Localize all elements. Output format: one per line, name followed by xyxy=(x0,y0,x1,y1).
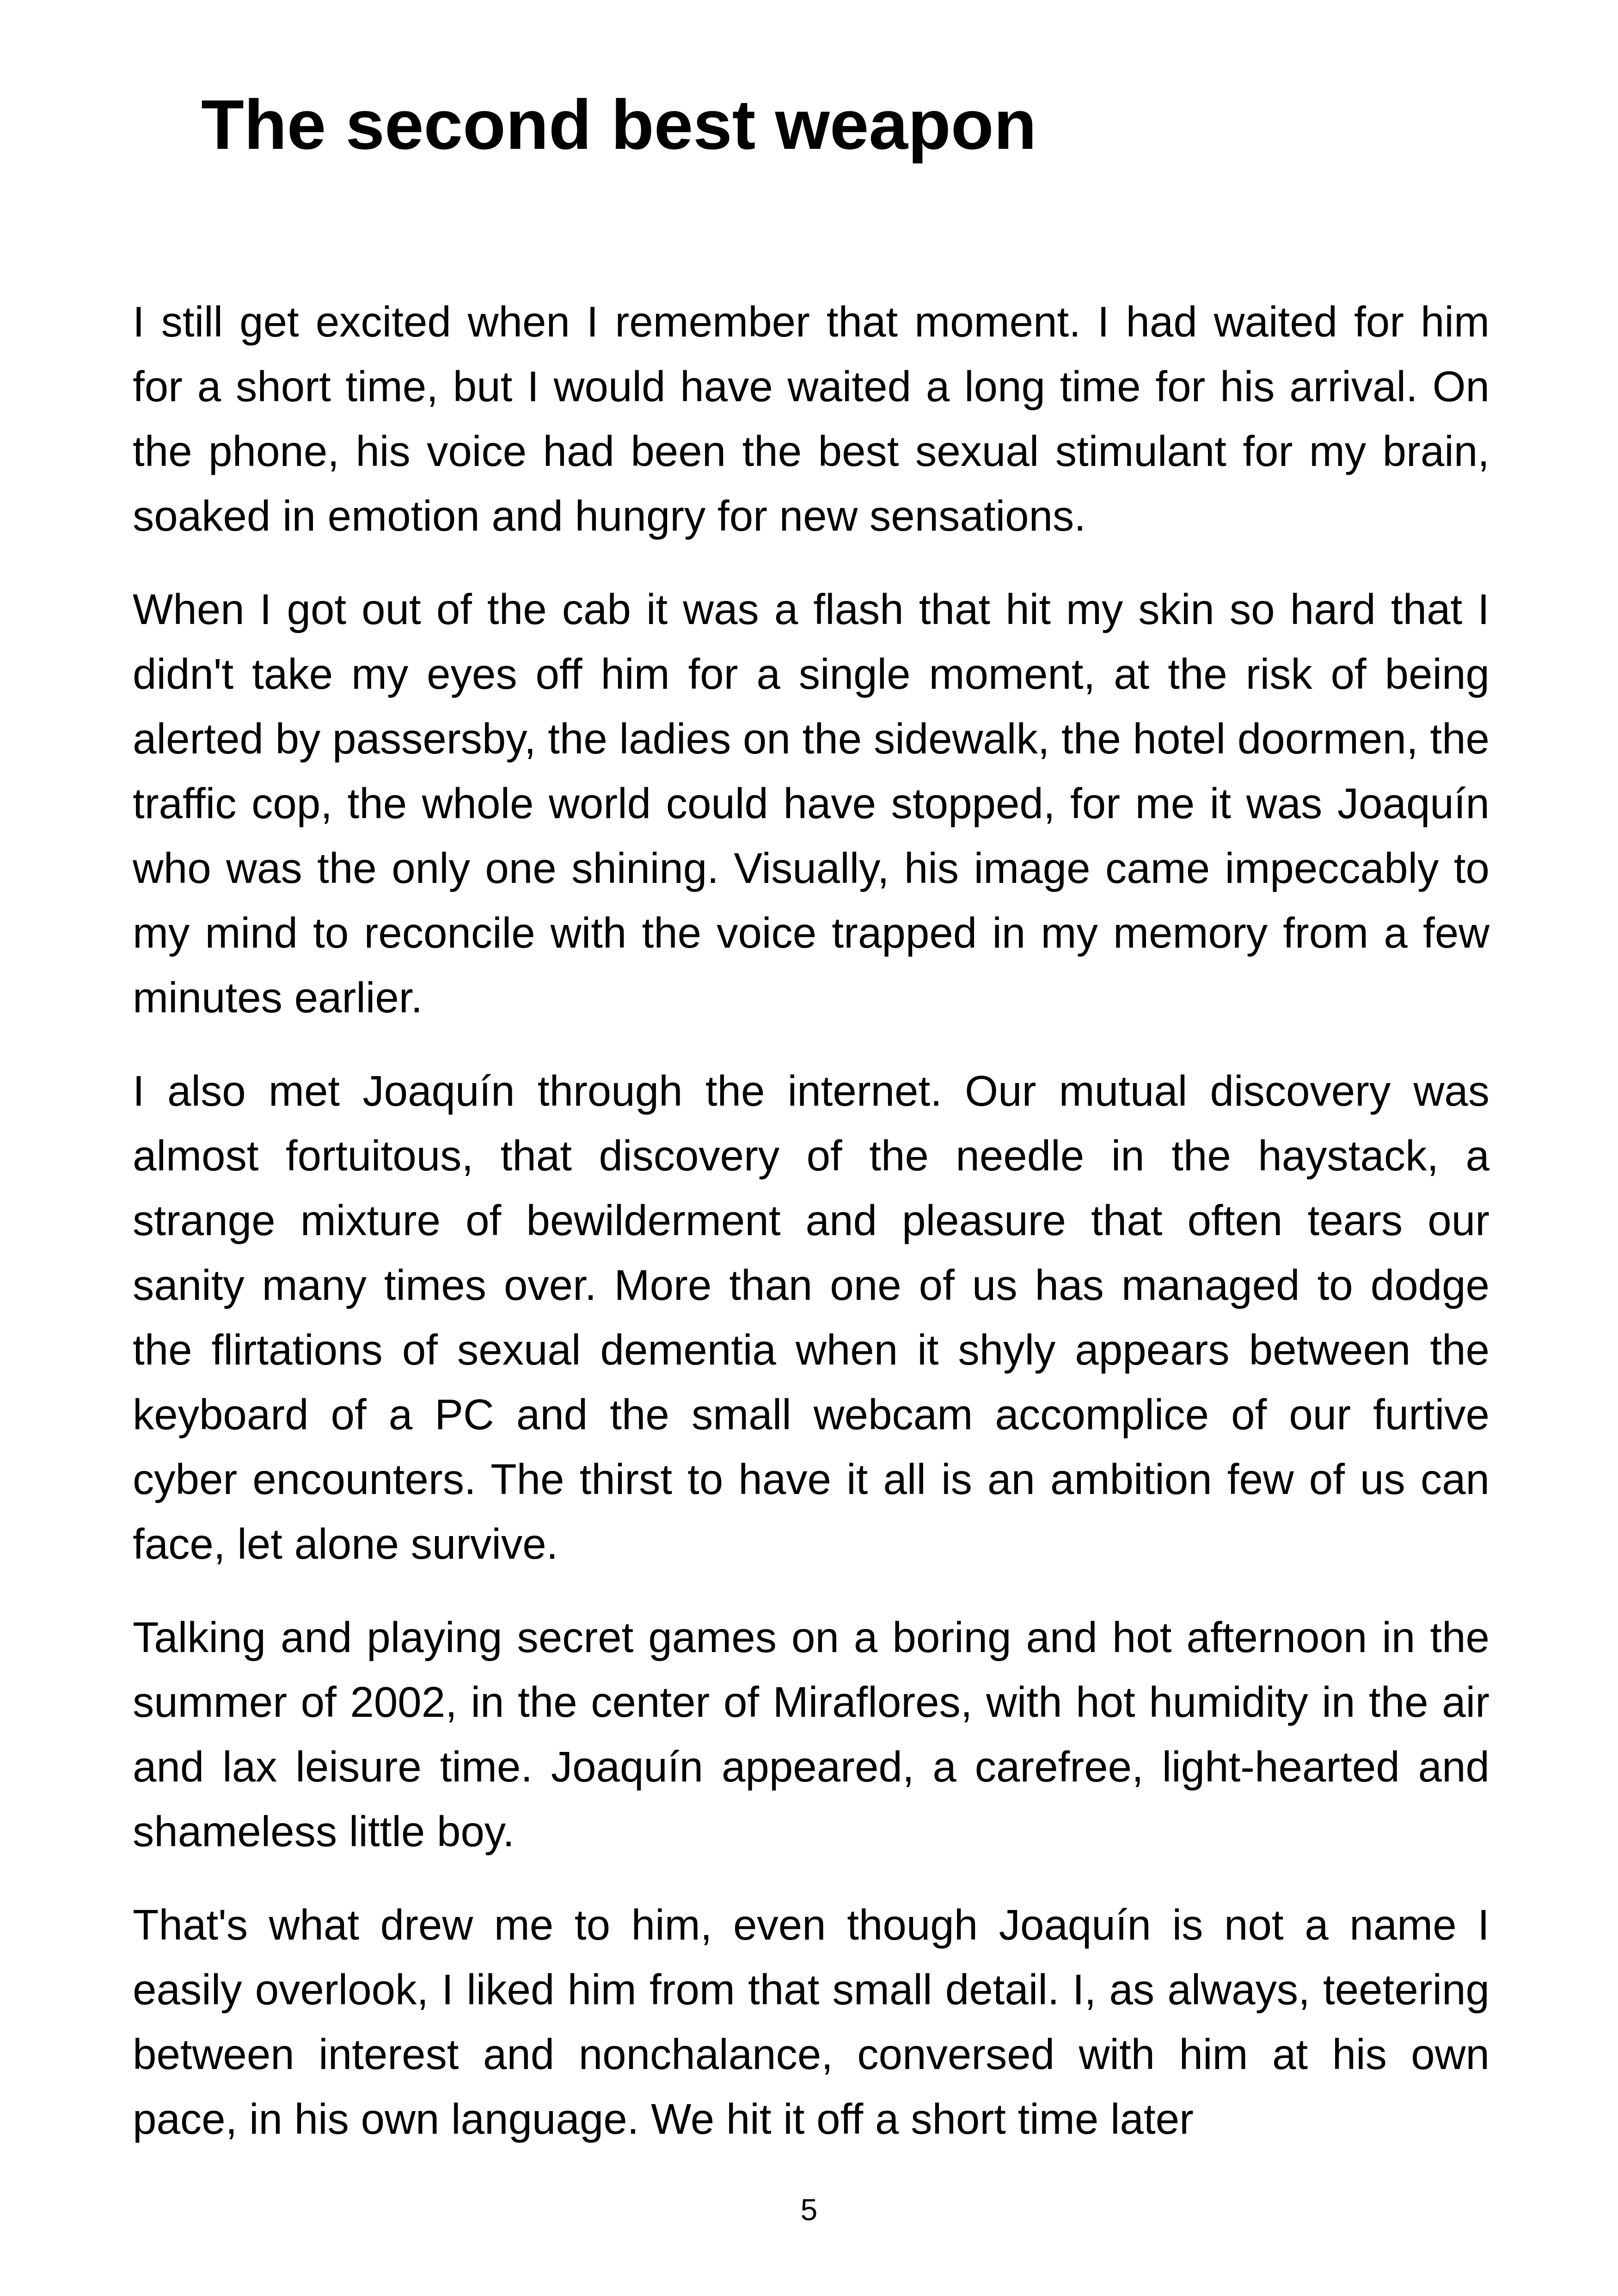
body-text xyxy=(133,289,1489,2180)
paragraph: I also met Joaquín through the internet. Our mutual discovery was almost fortuitous, that discovery of the needle in the haystack, a strange mixture of bewilderment and pleasure that often tears our sanity many times over. More than one of us has managed to dodge the flirtations of sexual dementia when it shyly appears between the keyboard of a PC and the small webcam accomplice of our furtive cyber encounters. The thirst to have it all is an ambition few of us can face, let alone survive. xyxy=(133,1067,1489,1568)
chapter-title: The second best weapon xyxy=(201,86,1037,164)
paragraph: That's what drew me to him, even though Joaquín is not a name I easily overlook, I liked him from that small detail. I, as always, teetering between interest and nonchalance, conversed with him at his own pace, in his own language. We hit it off a short time later xyxy=(133,1901,1489,2143)
paragraph: I still get excited when I remember that moment. I had waited for him for a short time, but I would have waited a long time for his arrival. On the phone, his voice had been the best sexual stimulant for my brain, soaked in emotion and hungry for new sensations. xyxy=(133,298,1489,540)
page-number: 5 xyxy=(800,2192,818,2227)
paragraph: When I got out of the cab it was a flash that hit my skin so hard that I didn't take my eyes off him for a single moment, at the risk of being alerted by passersby, the ladies on the sidewalk, the hotel doormen, the traffic cop, the whole world could have stopped, for me it was Joaquín who was the only one shining. Visually, his image came impeccably to my mind to reconcile with the voice trapped in my memory from a few minutes earlier. xyxy=(133,585,1489,1022)
paragraph: Talking and playing secret games on a boring and hot afternoon in the summer of 2002, in the center of Miraflores, with hot humidity in the air and lax leisure time. Joaquín appeared, a carefree, light-hearted and shameless little boy. xyxy=(133,1613,1489,1855)
